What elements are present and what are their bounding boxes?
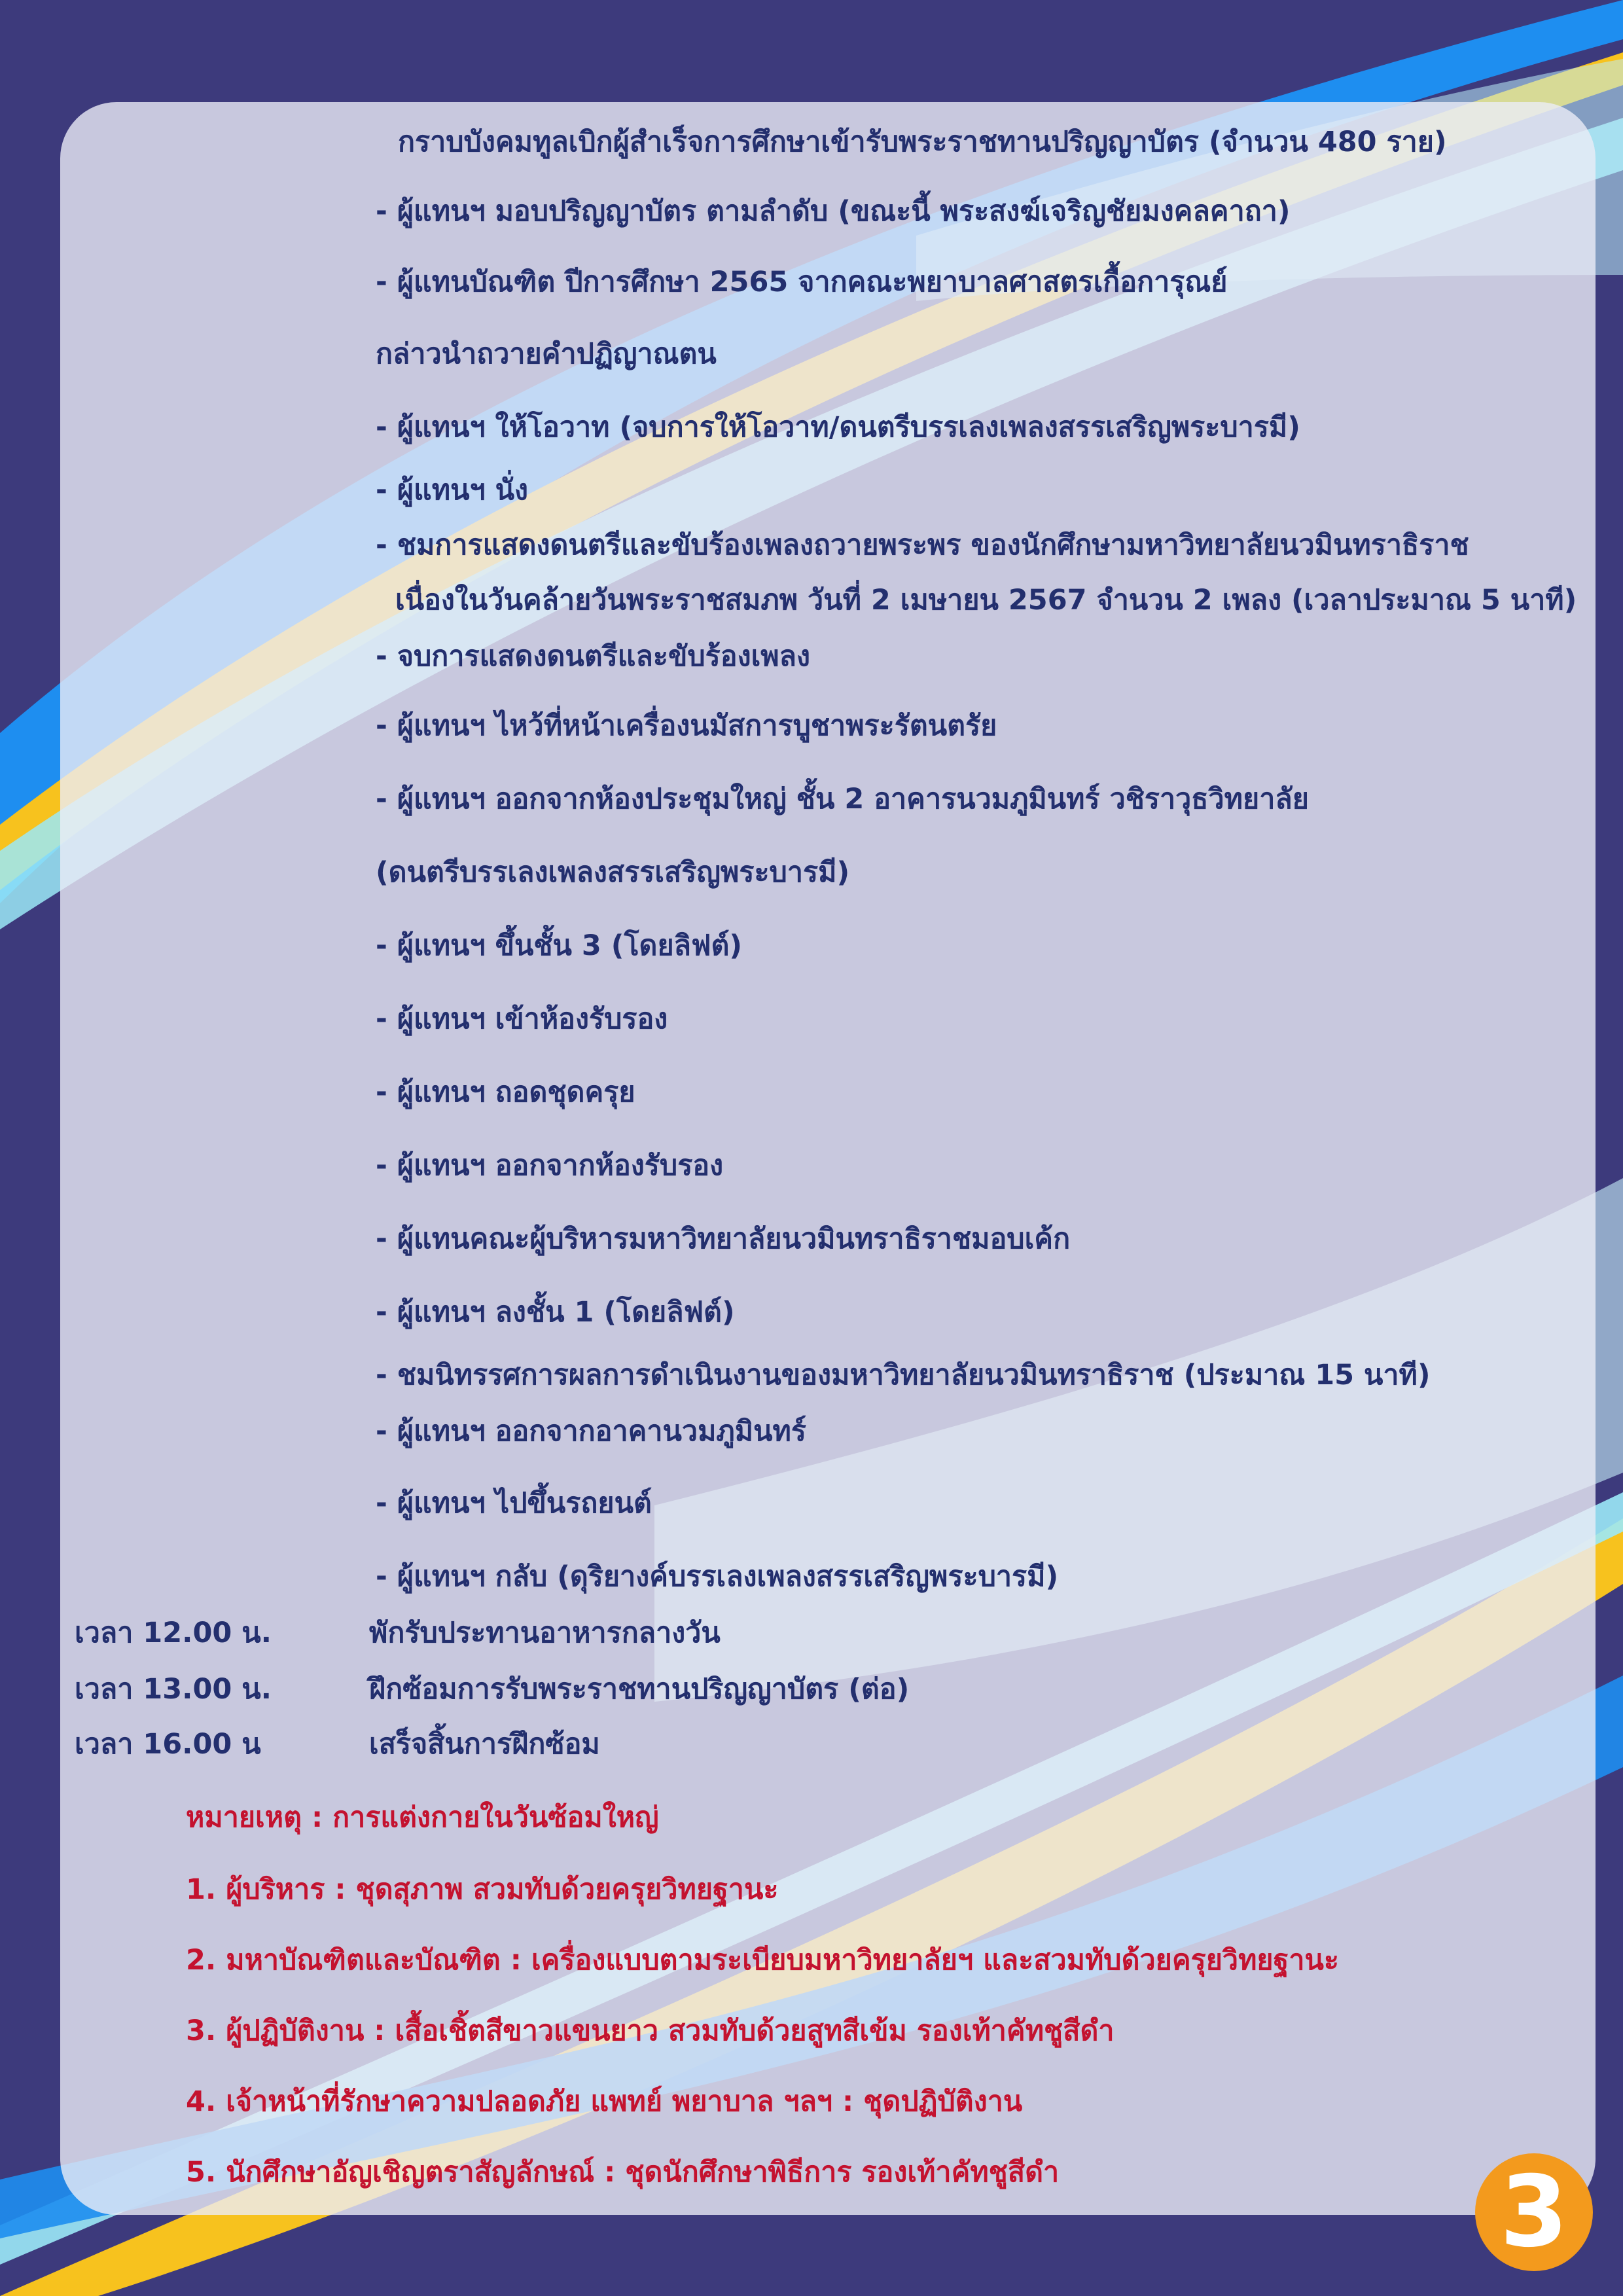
note-item: 1. ผู้บริหาร : ชุดสุภาพ สวมทับด้วยครุยวิทยฐานะ [186,1873,779,1906]
schedule-line: - ผู้แทนคณะผู้บริหารมหาวิทยาลัยนวมินทราธิราชมอบเค้ก [376,1223,1071,1255]
schedule-line: - ผู้แทนฯ ขึ้นชั้น 3 (โดยลิฟต์) [376,929,743,962]
schedule-time: เวลา 12.00 น. [75,1617,272,1649]
note-item: 3. ผู้ปฏิบัติงาน : เสื้อเชิ้ตสีขาวแขนยาว สวมทับด้วยสูทสีเข้ม รองเท้าคัทชูสีดำ [186,2015,1115,2047]
note-item: 2. มหาบัณฑิตและบัณฑิต : เครื่องแบบตามระเบียบมหาวิทยาลัยฯ และสวมทับด้วยครุยวิทยฐานะ [186,1944,1339,1977]
schedule-time: เวลา 13.00 น. [75,1673,272,1706]
note-item: 4. เจ้าหน้าที่รักษาความปลอดภัย แพทย์ พยาบาล ฯลฯ : ชุดปฏิบัติงาน [186,2085,1023,2118]
schedule-time: เวลา 16.00 น [75,1728,261,1761]
schedule-line: เนื่องในวันคล้ายวันพระราชสมภพ วันที่ 2 เมษายน 2567 จำนวน 2 เพลง (เวลาประมาณ 5 นาที) [395,584,1577,617]
schedule-activity: เสร็จสิ้นการฝึกซ้อม [369,1728,600,1761]
schedule-line: - ผู้แทนฯ ไหว้ที่หน้าเครื่องนมัสการบูชาพระรัตนตรัย [376,709,997,742]
schedule-line: - ผู้แทนฯ มอบปริญญาบัตร ตามลำดับ (ขณะนี้ พระสงฆ์เจริญชัยมงคลคาถา) [376,195,1291,228]
schedule-activity: พักรับประทานอาหารกลางวัน [369,1617,721,1649]
schedule-line: - ผู้แทนฯ ลงชั้น 1 (โดยลิฟต์) [376,1296,735,1329]
schedule-activity: ฝึกซ้อมการรับพระราชทานปริญญาบัตร (ต่อ) [369,1673,910,1706]
schedule-line: - ชมนิทรรศการผลการดำเนินงานของมหาวิทยาลัยนวมินทราธิราช (ประมาณ 15 นาที) [376,1359,1431,1391]
schedule-line: - ผู้แทนบัณฑิต ปีการศึกษา 2565 จากคณะพยาบาลศาสตรเกื้อการุณย์ [376,266,1228,298]
schedule-line: - ผู้แทนฯ ไปขึ้นรถยนต์ [376,1487,652,1520]
schedule-line: กราบบังคมทูลเบิกผู้สำเร็จการศึกษาเข้ารับพระราชทานปริญญาบัตร (จำนวน 480 ราย) [398,126,1447,158]
page-number-badge: 3 [1475,2153,1593,2271]
schedule-line: - ผู้แทนฯ ออกจากห้องประชุมใหญ่ ชั้น 2 อาคารนวมภูมินทร์ วชิราวุธวิทยาลัย [376,783,1309,816]
schedule-line: - ผู้แทนฯ ออกจากอาคานวมภูมินทร์ [376,1415,806,1448]
schedule-line: (ดนตรีบรรเลงเพลงสรรเสริญพระบารมี) [376,856,850,889]
schedule-line: - ผู้แทนฯ ถอดชุดครุย [376,1076,635,1109]
schedule-line: - ผู้แทนฯ ออกจากห้องรับรอง [376,1149,724,1182]
schedule-line: - ผู้แทนฯ กลับ (ดุริยางค์บรรเลงเพลงสรรเสริญพระบารมี) [376,1560,1059,1593]
schedule-line: - ผู้แทนฯ เข้าห้องรับรอง [376,1003,668,1035]
schedule-line: - ผู้แทนฯ ให้โอวาท (จบการให้โอวาท/ดนตรีบรรเลงเพลงสรรเสริญพระบารมี) [376,411,1300,444]
schedule-line: - จบการแสดงดนตรีและขับร้องเพลง [376,640,810,673]
schedule-line: - ผู้แทนฯ นั่ง [376,474,528,507]
notes-heading: หมายเหตุ : การแต่งกายในวันซ้อมใหญ่ [186,1801,659,1834]
schedule-line: - ชมการแสดงดนตรีและขับร้องเพลงถวายพระพร ของนักศึกษามหาวิทยาลัยนวมินทราธิราช [376,529,1469,562]
note-item: 5. นักศึกษาอัญเชิญตราสัญลักษณ์ : ชุดนักศึกษาพิธีการ รองเท้าคัทชูสีดำ [186,2156,1060,2189]
schedule-line: กล่าวนำถวายคำปฏิญาณตน [376,338,717,370]
